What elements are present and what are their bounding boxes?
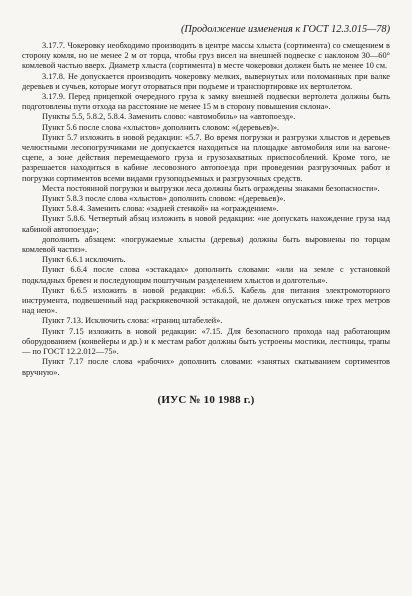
paragraph-item-7-13: Пункт 7.13. Исключить слова: «границ штабелей».: [42, 316, 223, 326]
paragraph-3-17-7: 3.17.7. Чокеровку необходимо производить в центре массы хлыста (сортимента) со смещением в сторону комля, но не менее 2 м от торца, чтобы груз висел на внешней подвеске с наклоном 30—60° комлевой частью вверх. Диаметр хлыста (сортимента) в месте чокеровки должен быть не менее 10 см.: [22, 41, 390, 71]
paragraph-3-17-9: 3.17.9. Перед прицепкой очередного груза к замку внешней подвески вертолета должны быть подготовлены пути отхода на расстояние не менее 15 м в сторону повышения склона».: [22, 92, 390, 112]
paragraph-item-5-8-4: Пункт 5.8.4. Заменить слова: «задней стенкой» на «ограждением».: [42, 204, 279, 214]
paragraph-item-5-7-cont: Места постоянной погрузки и выгрузки леса должны быть ограждены знаками безопасности».: [42, 183, 380, 193]
paragraph-item-5-8-6: Пункт 5.8.6. Четвертый абзац изложить в новой редакции: «не допускать нахождение груза над кабиной автопоезда»;: [22, 214, 390, 234]
paragraph-item-7-15: Пункт 7.15 изложить в новой редакции: «7.15. Для безопасного прохода над работающим оборудованием (конвейеры и др.) и к местам работ должны быть устроены мостики, лестницы, трапы — по ГОСТ 12.2.012—75».: [22, 326, 390, 357]
paragraph-item-5-6: Пункт 5.6 после слова «хлыстов» дополнить словом: «(деревьев)».: [42, 122, 280, 132]
paragraph-item-6-6-1: Пункт 6.6.1 исключить.: [42, 255, 126, 265]
paragraph-item-5-8-3: Пункт 5.8.3 после слова «хлыстов» дополнить словом: «(деревьев)».: [42, 194, 286, 204]
paragraph-item-6-6-4: Пункт 6.6.4 после слова «эстакадах» дополнить словами: «или на земле с установкой подкладных бревен и последующим поштучным разделением хлыстов и долготелья».: [22, 265, 390, 285]
document-footer: (ИУС № 10 1988 г.): [157, 393, 255, 406]
paragraph-item-5-8-6-add: дополнить абзацем: «погружаемые хлысты (деревья) должны быть выровнены по торцам комлевой частиэ».: [22, 234, 390, 255]
paragraph-3-17-8: 3.17.8. Не допускается производить чокеровку мелких, вывернутых или поломанных при валке деревьев и сучьев, которые могут оторваться при подъеме и транспортировке их вертолетом.: [22, 71, 390, 91]
paragraph-item-5-7: Пункт 5.7 изложить в новой редакции: «5.7. Во время погрузки и разгрузки хлыстов и деревьев челюстными лесопогрузчиками не допускается находиться на площадке автомобиля или на вагоне-сцепе, а зоне действия перемещаемого груза и грузозахватных приспособлений. Кроме того, не разрешается находиться в кабине лесовозного автопоезда при проведении разгрузочных работ и погрузки сортиментов всеми видами грузоподъемных и разгрузочных средств.: [22, 132, 390, 183]
paragraph-items-5-5: Пункты 5.5, 5.8.2, 5.8.4. Заменить слово: «автомобиль» на «автопоезд».: [42, 112, 296, 122]
document-body: [22, 41, 390, 378]
document-header: (Продолжение изменения к ГОСТ 12.3.015—78): [180, 24, 390, 35]
paragraph-item-7-17: Пункт 7.17 после слова «рабочих» дополнить словами: «занятых скатыванием сортиментов вручную».: [22, 357, 390, 377]
paragraph-item-6-6-5: Пункт 6.6.5 изложить в новой редакции: «6.6.5. Кабель для питания электромоторного инструмента, подвешенный над раскряжевочной эстакадой, не должен опускаться ниже трех метров над нею».: [22, 285, 390, 316]
